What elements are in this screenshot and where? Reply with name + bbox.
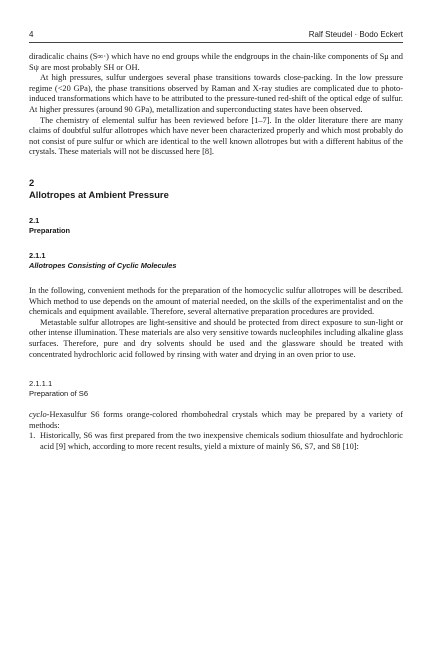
paragraph-text: -Hexasulfur S6 forms orange-colored rhombohedral crystals which may be prepared by a variety of methods:: [29, 410, 403, 430]
subsubsection-title: Allotropes Consisting of Cyclic Molecules: [29, 260, 177, 270]
subsubsubsection-title: Preparation of S6: [29, 389, 89, 399]
subsubsubsection-number: 2.1.1.1: [29, 379, 53, 389]
list-marker: 1.: [29, 431, 36, 441]
running-header: [29, 28, 403, 42]
paragraph: [29, 410, 403, 431]
list-item: [29, 431, 403, 452]
paragraph: diradicalic chains (S∞·) which have no end groups while the endgroups in the chain-like components of Sμ and Sψ are most probably SH or OH.: [29, 52, 403, 72]
paragraph: At high pressures, sulfur undergoes several phase transitions towards close-packing. In the low pressure regime (<20 GPa), the phase transitions observed by Raman and X-ray studies are complicated due to photo-induced transformations which have to be attributed to the pressure-tuned red-shift of the optical edge of sulfur. At higher pressures (around 90 GPa), metallization and superconducting states have been observed.: [29, 73, 403, 114]
running-header-authors: Ralf Steudel · Bodo Eckert: [308, 30, 403, 39]
header-rule: [29, 42, 403, 43]
subsubsection-number: 2.1.1: [29, 250, 46, 260]
paragraph: In the following, convenient methods for the preparation of the homocyclic sulfur allotropes will be described. Which method to use depends on the amount of material needed, on the skills of the experimentalist and on the chemicals and equipment available. Therefore, several alternative preparation procedures are provided.: [29, 285, 403, 317]
section-title: Allotropes at Ambient Pressure: [29, 188, 169, 200]
paragraph: The chemistry of elemental sulfur has been reviewed before [1–7]. In the older literature there are many claims of doubtful sulfur allotropes which have never been characterized properly and which most probably do not consist of pure sulfur or which are identical to the well known allotropes but with a different habitus of the crystals. These materials will not be discussed here [8].: [29, 115, 403, 157]
page-number: 4: [29, 30, 34, 39]
subsection-title: Preparation: [29, 225, 71, 235]
paragraph: Metastable sulfur allotropes are light-sensitive and should be protected from direct exposure to sun-light or other intense illumination. These materials are also very sensitive towards nucleophiles including alkaline glass surfaces. Therefore, pure and dry solvents should be used and the glassware should be treated with concentrated hydrochloric acid followed by rinsing with water and drying in an oven prior to use.: [29, 317, 403, 359]
italic-prefix: cyclo: [29, 410, 47, 420]
list-item-text: Historically, S6 was first prepared from the two inexpensive chemicals sodium thiosulfate and hydrochloric acid [9] which, according to more recent results, yield a mixture of mainly S6, S7, and S8 [10]:: [40, 431, 403, 451]
subsection-number: 2.1: [29, 215, 40, 225]
section-number: 2: [29, 176, 35, 188]
main-text: [29, 52, 403, 452]
